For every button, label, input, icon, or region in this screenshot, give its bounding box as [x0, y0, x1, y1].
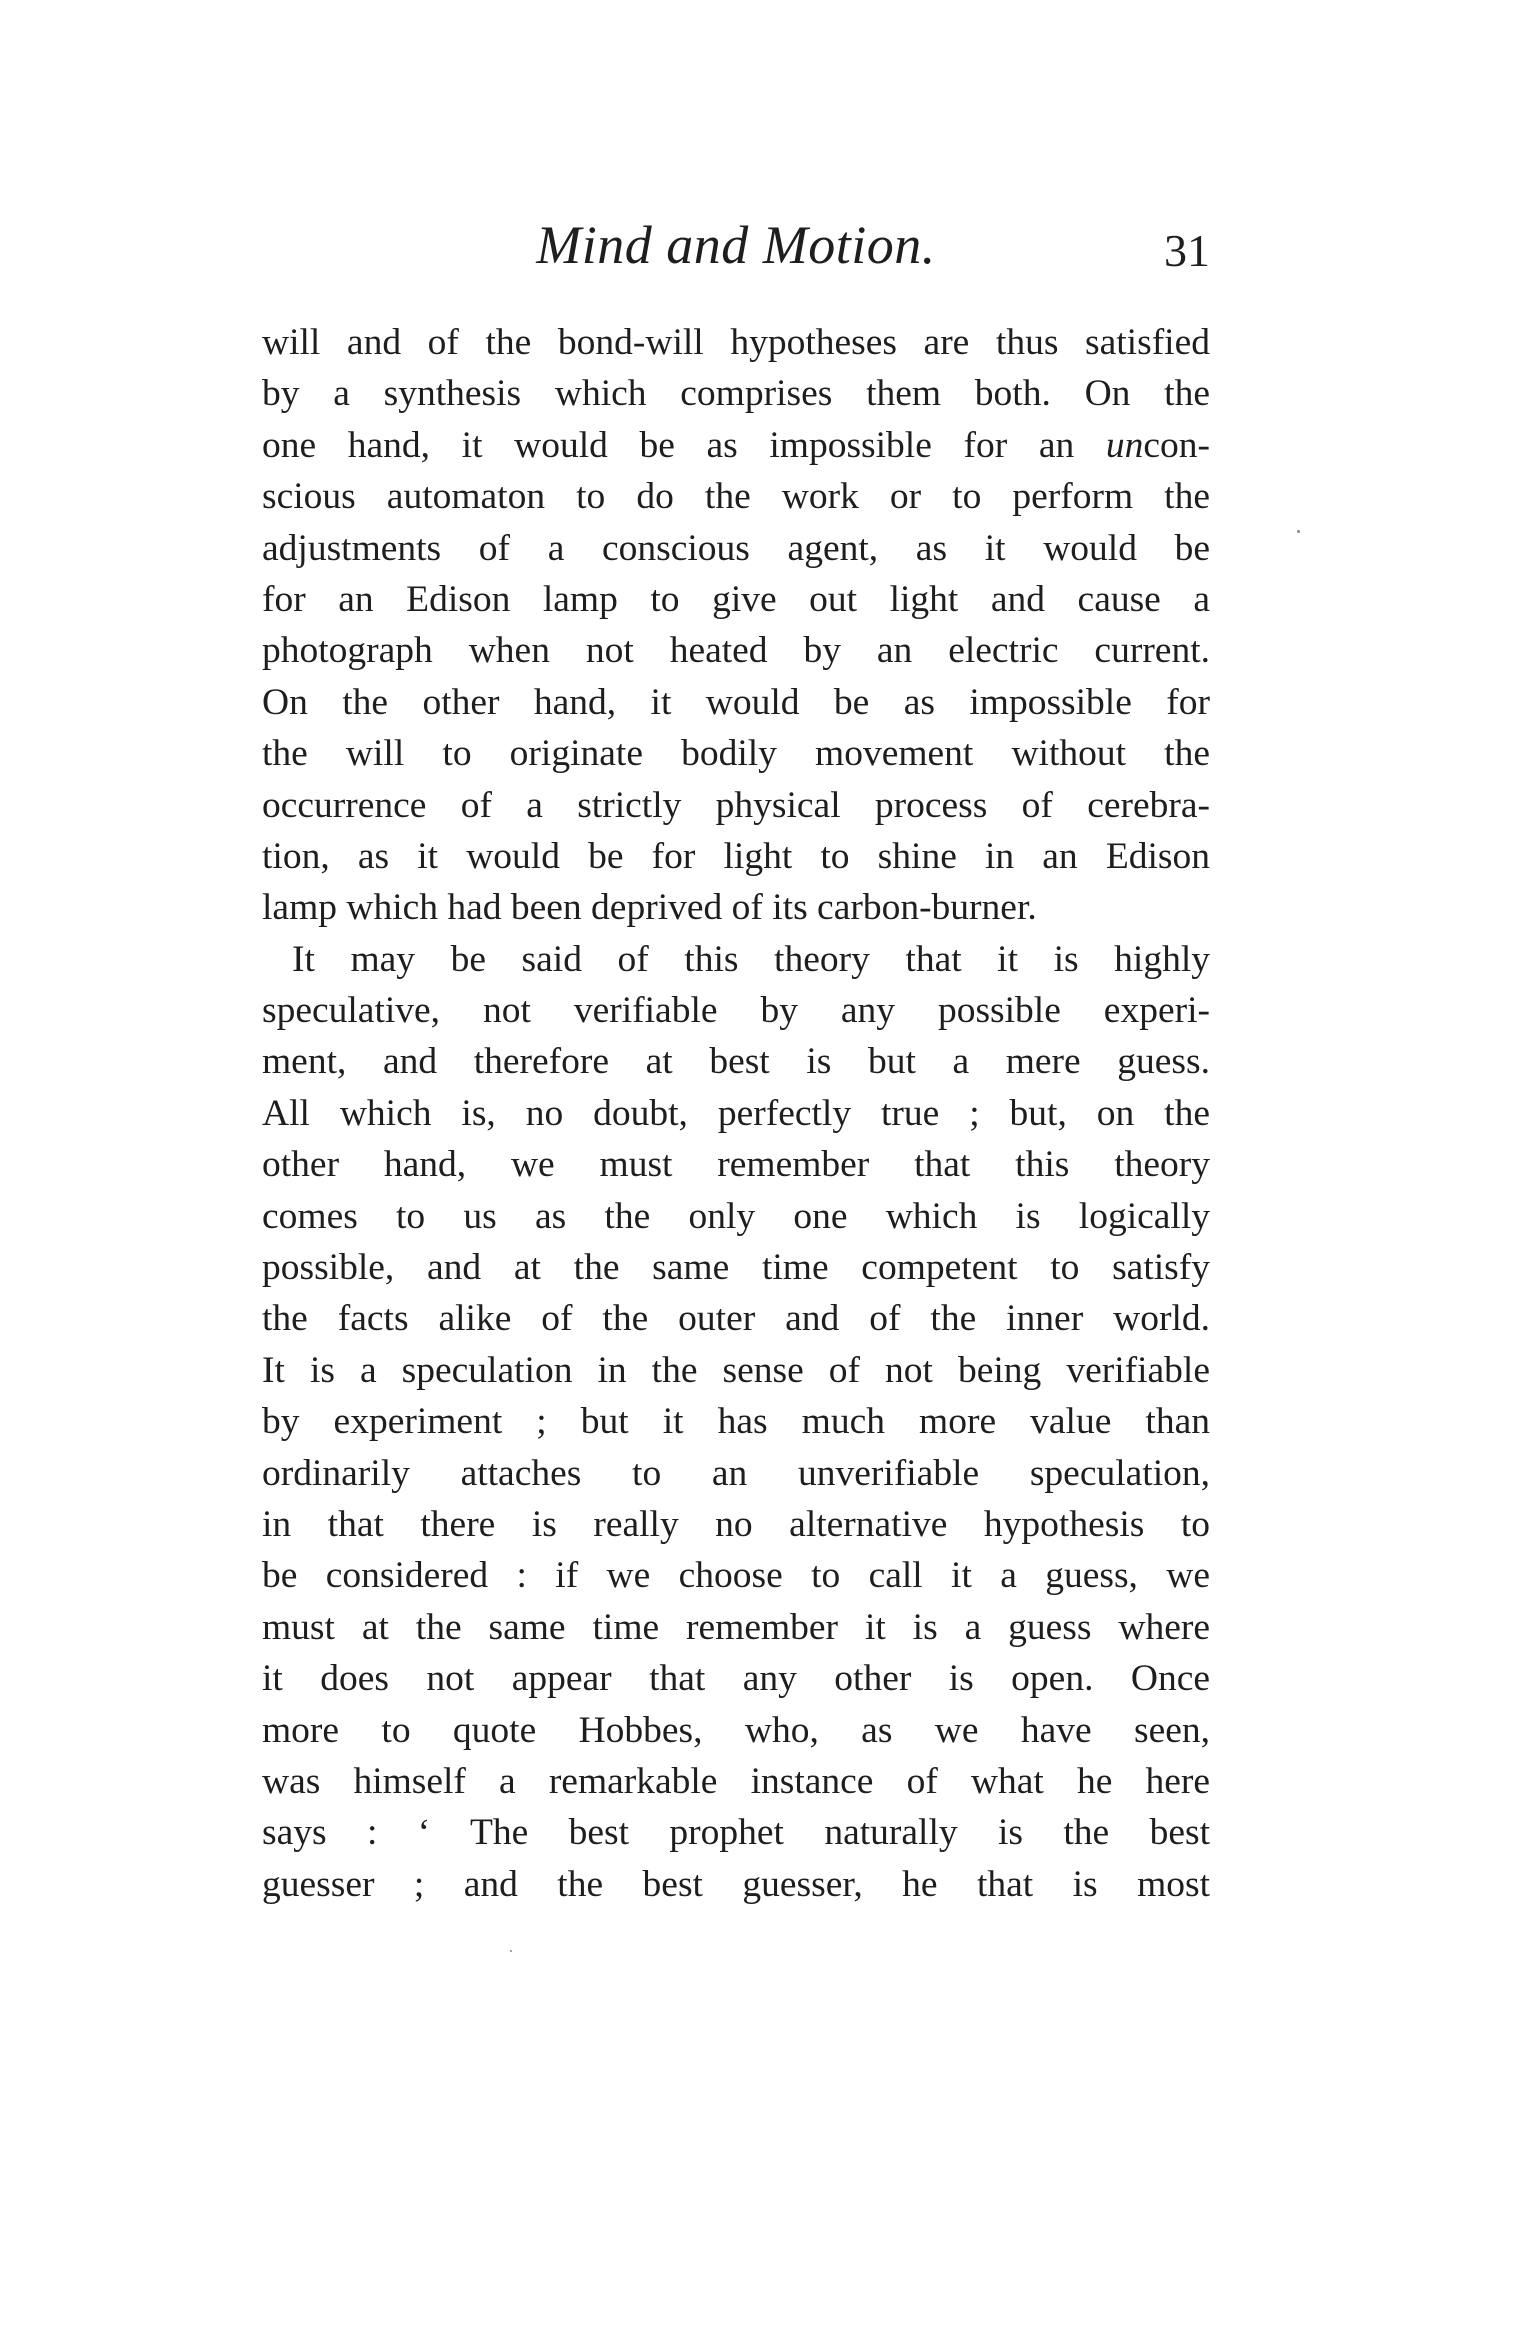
text-line: by experiment ; but it has much more value than [262, 1401, 1210, 1443]
text-line: comes to us as the only one which is logically [262, 1195, 1210, 1237]
paper-speck [1297, 530, 1300, 533]
page-number: 31 [1164, 225, 1210, 276]
body-text [262, 317, 1210, 1910]
text-line: occurrence of a strictly physical process of cerebra- [262, 784, 1210, 826]
paragraph-start-line: It may be said of this theory that it is highly [292, 938, 1210, 980]
text-line: the facts alike of the outer and of the inner world. [262, 1298, 1210, 1340]
paper-speck [510, 1950, 512, 1952]
text-line: photograph when not heated by an electric current. [262, 630, 1210, 672]
text-line: All which is, no doubt, perfectly true ; but, on the [262, 1092, 1210, 1134]
text-line: the will to originate bodily movement without the [262, 733, 1210, 775]
text-line: other hand, we must remember that this theory [262, 1144, 1210, 1186]
text-line: must at the same time remember it is a guess where [262, 1606, 1210, 1648]
text-line: On the other hand, it would be as impossible for [262, 681, 1210, 723]
text-line: lamp which had been deprived of its carbon-burner. [262, 887, 1037, 929]
running-head-title: Mind and Motion. [536, 215, 936, 275]
text-line: scious automaton to do the work or to perform the [262, 476, 1210, 518]
text-line: possible, and at the same time competent to satisfy [262, 1247, 1210, 1289]
text-line: speculative, not verifiable by any possible experi- [262, 990, 1210, 1032]
text-line: It is a speculation in the sense of not being verifiable [262, 1349, 1210, 1391]
text-line: it does not appear that any other is open. Once [262, 1658, 1210, 1700]
text-line: will and of the bond-will hypotheses are thus satisfied [262, 322, 1210, 363]
running-head [262, 205, 1210, 285]
text-line: for an Edison lamp to give out light and cause a [262, 578, 1210, 620]
text-line: one hand, it would be as impossible for an uncon- [262, 424, 1210, 466]
text-line: in that there is really no alternative hypothesis to [262, 1503, 1210, 1545]
text-line: says : ‘ The best prophet naturally is the best [262, 1812, 1210, 1854]
text-line: adjustments of a conscious agent, as it would be [262, 527, 1210, 569]
text-line: be considered : if we choose to call it a guess, we [262, 1555, 1210, 1597]
text-line: ordinarily attaches to an unverifiable speculation, [262, 1452, 1210, 1494]
text-line: tion, as it would be for light to shine in an Edison [262, 835, 1210, 877]
text-line: was himself a remarkable instance of what he here [262, 1760, 1210, 1802]
text-line: ment, and therefore at best is but a mere guess. [262, 1041, 1210, 1083]
text-line: more to quote Hobbes, who, as we have seen, [262, 1709, 1210, 1751]
text-line: by a synthesis which comprises them both. On the [262, 373, 1210, 415]
text-line: guesser ; and the best guesser, he that is most [262, 1863, 1210, 1905]
